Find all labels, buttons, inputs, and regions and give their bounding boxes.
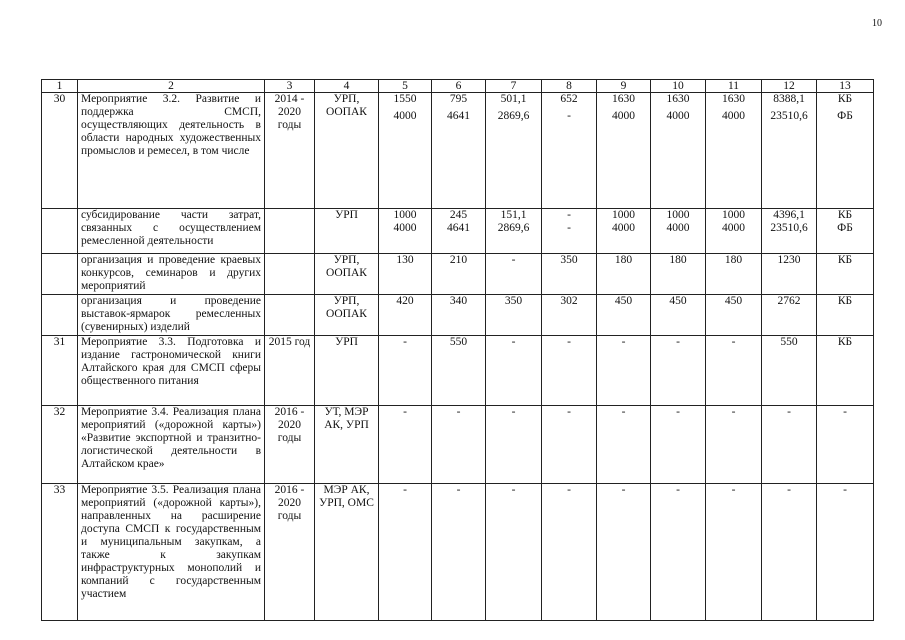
value-line: 1000 <box>612 209 635 221</box>
executor: УРП, ООПАК <box>315 93 379 209</box>
value-line: 151,1 <box>500 209 527 221</box>
value-cell <box>379 406 432 484</box>
value-cell <box>542 336 597 406</box>
column-number: 2 <box>78 80 265 93</box>
table-row <box>42 93 874 209</box>
value-line: 210 <box>449 254 468 266</box>
row-number: 30 <box>42 93 78 209</box>
value-cell <box>597 406 651 484</box>
value-line: 1630 <box>722 93 745 105</box>
row-number <box>42 209 78 254</box>
table-row <box>42 254 874 295</box>
value-line: 1550 <box>393 93 417 105</box>
value-cell <box>762 93 817 209</box>
column-number: 12 <box>762 80 817 93</box>
value-line: - <box>511 254 516 266</box>
value-cell <box>597 295 651 336</box>
table-row <box>42 336 874 406</box>
value-line: 180 <box>669 254 687 266</box>
value-line: 501,1 <box>500 93 527 105</box>
executor: УРП <box>315 336 379 406</box>
value-cell <box>486 93 542 209</box>
value-line: 4000 <box>393 110 417 122</box>
funding-source <box>817 254 874 295</box>
value-cell <box>762 336 817 406</box>
period: 2016 - 2020 годы <box>265 484 315 621</box>
value-line: - <box>731 336 736 348</box>
value-line: КБ <box>837 336 853 348</box>
value-cell <box>486 209 542 254</box>
value-line: - <box>567 110 571 122</box>
value-cell <box>651 336 706 406</box>
value-line: 2869,6 <box>497 222 530 234</box>
funding-source <box>817 406 874 484</box>
value-cell <box>542 254 597 295</box>
value-line: 340 <box>449 295 468 307</box>
period: 2015 год <box>265 336 315 406</box>
value-cell <box>432 254 486 295</box>
value-cell <box>651 295 706 336</box>
value-cell <box>762 209 817 254</box>
value-cell <box>379 209 432 254</box>
value-line: - <box>676 406 680 418</box>
value-line: 1000 <box>666 209 690 221</box>
value-line: - <box>676 336 680 348</box>
column-number: 4 <box>315 80 379 93</box>
row-number: 32 <box>42 406 78 484</box>
value-line: - <box>511 406 516 418</box>
value-line: 4000 <box>722 110 745 122</box>
value-line: 23510,6 <box>770 222 808 234</box>
value-cell <box>542 209 597 254</box>
value-line: - <box>511 484 516 496</box>
value-line: 1630 <box>666 93 690 105</box>
column-number: 3 <box>265 80 315 93</box>
value-line: 795 <box>449 93 468 105</box>
value-cell <box>597 209 651 254</box>
value-line: 350 <box>560 254 578 266</box>
value-cell <box>651 406 706 484</box>
value-cell <box>432 295 486 336</box>
value-cell <box>486 336 542 406</box>
value-cell <box>597 336 651 406</box>
value-line: 652 <box>560 93 578 105</box>
value-line: 1000 <box>393 209 417 221</box>
value-cell <box>379 484 432 621</box>
value-line: - <box>621 484 626 496</box>
executor: УТ, МЭР АК, УРП <box>315 406 379 484</box>
value-cell <box>486 406 542 484</box>
value-line: КБ <box>837 93 853 105</box>
value-cell <box>379 336 432 406</box>
column-number: 10 <box>651 80 706 93</box>
measure-name: субсидирование части затрат, связанных с осуществлением ремесленной деятельности <box>78 209 265 254</box>
value-cell <box>486 295 542 336</box>
value-cell <box>762 484 817 621</box>
value-cell <box>486 254 542 295</box>
value-line: - <box>621 406 626 418</box>
value-line: 420 <box>396 295 414 307</box>
value-line: - <box>567 336 571 348</box>
funding-source <box>817 484 874 621</box>
measure-name: Мероприятие 3.4. Реализация плана мероприятий («дорожной карты») «Развитие экспортной и транзитно-логистической деятельности в Алтайском крае» <box>78 406 265 484</box>
page-number: 10 <box>872 18 882 29</box>
value-line: 4000 <box>612 110 635 122</box>
value-line: 4641 <box>447 222 470 234</box>
table-row <box>42 406 874 484</box>
value-line: - <box>621 336 626 348</box>
value-cell <box>597 93 651 209</box>
value-line: - <box>456 484 461 496</box>
value-cell <box>379 254 432 295</box>
value-line: 245 <box>449 209 468 221</box>
value-line: - <box>787 406 791 418</box>
value-line: 8388,1 <box>773 93 805 105</box>
period <box>265 295 315 336</box>
value-line: 4000 <box>666 110 690 122</box>
measure-name: Мероприятие 3.5. Реализация плана мероприятий («дорожной карты»), направленных на расширение доступа СМСП к государственным и муниципальным закупкам, а также к закупкам инфраструктурных монополий и компаний с государственным участием <box>78 484 265 621</box>
table-row <box>42 295 874 336</box>
value-line: - <box>403 484 407 496</box>
measure-name: Мероприятие 3.3. Подготовка и издание гастрономической книги Алтайского края для СМСП сферы общественного питания <box>78 336 265 406</box>
value-line: - <box>843 406 847 418</box>
value-line: 1000 <box>722 209 745 221</box>
value-line: 4000 <box>722 222 745 234</box>
executor: УРП <box>315 209 379 254</box>
funding-source <box>817 209 874 254</box>
column-number: 13 <box>817 80 874 93</box>
value-line: 350 <box>504 295 523 307</box>
value-line: 4641 <box>447 110 470 122</box>
value-cell <box>706 93 762 209</box>
value-line: 180 <box>724 254 743 266</box>
value-line: 23510,6 <box>770 110 808 122</box>
value-cell <box>706 209 762 254</box>
value-line: 2869,6 <box>497 110 530 122</box>
value-line: - <box>731 406 736 418</box>
measures-table <box>41 79 874 621</box>
value-line: 4396,1 <box>773 209 805 221</box>
value-line: - <box>567 484 571 496</box>
column-number: 11 <box>706 80 762 93</box>
value-line: - <box>403 336 407 348</box>
value-line: - <box>567 209 571 221</box>
value-line: - <box>456 406 461 418</box>
measure-name: Мероприятие 3.2. Развитие и поддержка СМСП, осуществляющих деятельность в области народных художественных промыслов и ремесел, в том числе <box>78 93 265 209</box>
value-cell <box>432 484 486 621</box>
value-line: - <box>511 336 516 348</box>
value-line: 302 <box>560 295 578 307</box>
column-number: 1 <box>42 80 78 93</box>
value-line: - <box>567 406 571 418</box>
value-cell <box>762 254 817 295</box>
value-line: - <box>843 484 847 496</box>
value-line: ФБ <box>837 222 853 234</box>
value-line: 130 <box>396 254 414 266</box>
value-line: 450 <box>669 295 687 307</box>
column-number-row <box>42 80 874 93</box>
value-cell <box>432 336 486 406</box>
executor: УРП, ООПАК <box>315 295 379 336</box>
value-line: - <box>403 406 407 418</box>
column-number: 8 <box>542 80 597 93</box>
value-cell <box>706 295 762 336</box>
column-number: 9 <box>597 80 651 93</box>
value-cell <box>651 484 706 621</box>
value-cell <box>762 295 817 336</box>
value-line: 550 <box>780 336 798 348</box>
value-line: - <box>567 222 571 234</box>
value-cell <box>379 93 432 209</box>
value-cell <box>706 254 762 295</box>
table-row <box>42 209 874 254</box>
value-line: КБ <box>837 254 853 266</box>
value-cell <box>706 484 762 621</box>
value-line: - <box>731 484 736 496</box>
value-line: 550 <box>449 336 468 348</box>
column-number: 7 <box>486 80 542 93</box>
table-row <box>42 484 874 621</box>
value-cell <box>706 406 762 484</box>
row-number <box>42 295 78 336</box>
value-cell <box>542 295 597 336</box>
value-line: - <box>676 484 680 496</box>
value-line: 1630 <box>612 93 635 105</box>
measure-name: организация и проведение выставок-ярмарок ремесленных (сувенирных) изделий <box>78 295 265 336</box>
period: 2016 - 2020 годы <box>265 406 315 484</box>
column-number: 6 <box>432 80 486 93</box>
value-line: КБ <box>837 209 853 221</box>
funding-source <box>817 295 874 336</box>
value-cell <box>597 254 651 295</box>
value-cell <box>651 209 706 254</box>
row-number: 33 <box>42 484 78 621</box>
value-cell <box>432 93 486 209</box>
value-line: КБ <box>837 295 853 307</box>
period <box>265 254 315 295</box>
value-line: 1230 <box>777 254 801 266</box>
value-line: 4000 <box>612 222 635 234</box>
value-line: 2762 <box>777 295 801 307</box>
value-cell <box>597 484 651 621</box>
executor: УРП, ООПАК <box>315 254 379 295</box>
column-number: 5 <box>379 80 432 93</box>
value-line: 450 <box>614 295 633 307</box>
value-line: 4000 <box>393 222 417 234</box>
value-line: 4000 <box>666 222 690 234</box>
value-line: 450 <box>724 295 743 307</box>
period <box>265 209 315 254</box>
value-line: - <box>787 484 791 496</box>
value-cell <box>706 336 762 406</box>
measure-name: организация и проведение краевых конкурсов, семинаров и других мероприятий <box>78 254 265 295</box>
value-cell <box>651 93 706 209</box>
funding-source <box>817 93 874 209</box>
value-cell <box>432 209 486 254</box>
value-cell <box>486 484 542 621</box>
executor: МЭР АК, УРП, ОМС <box>315 484 379 621</box>
period: 2014 - 2020 годы <box>265 93 315 209</box>
row-number: 31 <box>42 336 78 406</box>
value-cell <box>542 406 597 484</box>
value-line: 180 <box>614 254 633 266</box>
value-cell <box>379 295 432 336</box>
value-line: ФБ <box>837 110 853 122</box>
value-cell <box>651 254 706 295</box>
row-number <box>42 254 78 295</box>
value-cell <box>432 406 486 484</box>
value-cell <box>762 406 817 484</box>
value-cell <box>542 93 597 209</box>
value-cell <box>542 484 597 621</box>
funding-source <box>817 336 874 406</box>
